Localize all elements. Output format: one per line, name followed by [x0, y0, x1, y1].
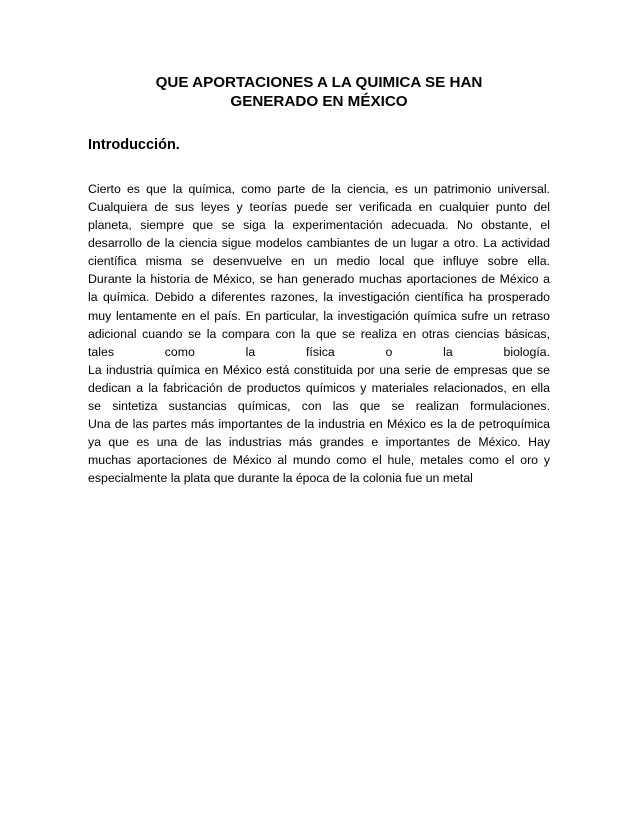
body-line: desarrollo de la ciencia sigue modelos cambiantes de un lugar a otro. La actividad — [88, 236, 550, 251]
body-line: tales como la física o la biología. — [88, 344, 550, 359]
body-line: científica misma se desenvuelve en un medio local que influye sobre ella. — [88, 254, 550, 269]
body-line: planeta, siempre que se siga la experimentación adecuada. No obstante, el — [88, 218, 550, 233]
body-line: ya que es una de las industrias más grandes e importantes de México. Hay — [88, 435, 550, 450]
body-line: se sintetiza sustancias químicas, con las que se realizan formulaciones. — [88, 398, 550, 413]
body-line: Cualquiera de sus leyes y teorías puede ser verificada en cualquier punto del — [88, 200, 550, 215]
body-line: adicional cuando se la compara con la que se realiza en otras ciencias básicas, — [88, 326, 550, 341]
body-line: Durante la historia de México, se han generado muchas aportaciones de México a — [88, 272, 550, 287]
title-line: GENERADO EN MÉXICO — [230, 93, 408, 110]
body-line: La industria química en México está constituida por una serie de empresas que se — [88, 362, 550, 377]
body-line: la química. Debido a diferentes razones, la investigación científica ha prosperado — [88, 290, 550, 305]
body-line: Una de las partes más importantes de la industria en México es la de petroquímica — [88, 417, 550, 432]
body-line: especialmente la plata que durante la época de la colonia fue un metal — [88, 471, 473, 486]
body-line: muy lentamente en el país. En particular, la investigación química sufre un retraso — [88, 308, 550, 323]
body-paragraph — [88, 180, 550, 487]
title-line: QUE APORTACIONES A LA QUIMICA SE HAN — [155, 74, 483, 91]
body-line: Cierto es que la química, como parte de la ciencia, es un patrimonio universal. — [88, 182, 550, 196]
body-line: muchas aportaciones de México al mundo como el hule, metales como el oro y — [88, 453, 550, 468]
document-title — [90, 73, 548, 111]
body-line: dedican a la fabricación de productos químicos y materiales relacionados, en ella — [88, 380, 550, 395]
section-heading: Introducción. — [88, 137, 180, 153]
